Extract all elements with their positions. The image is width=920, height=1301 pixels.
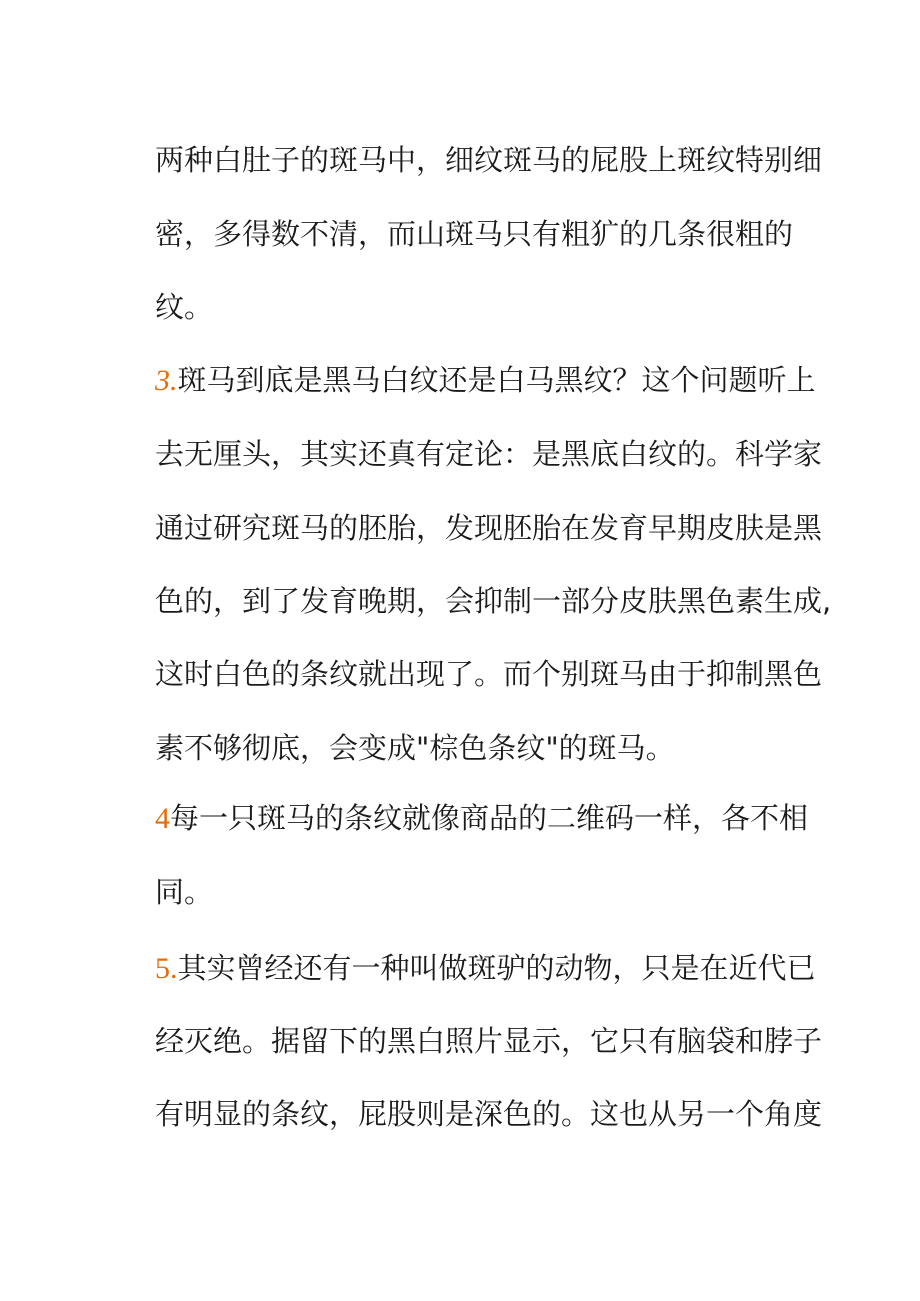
text-line: 有明显的条纹，屁股则是深色的。这也从另一个角度 [155, 1097, 823, 1131]
text-line: 素不够彻底，会变成"棕色条纹"的斑马。 [155, 731, 675, 765]
list-item-3-first-line [155, 362, 816, 399]
text-line: 每一只斑马的条纹就像商品的二维码一样，各不相 [170, 801, 809, 835]
text-line: 通过研究斑马的胚胎，发现胚胎在发育早期皮肤是黑 [155, 511, 823, 545]
text-line: 密，多得数不清，而山斑马只有粗犷的几条很粗的 [155, 217, 794, 251]
list-number: 5. [155, 952, 178, 985]
list-number: 4 [155, 802, 170, 835]
text-line: 其实曾经还有一种叫做斑驴的动物，只是在近代已 [177, 951, 816, 985]
text-line: 去无厘头，其实还真有定论：是黑底白纹的。科学家 [155, 437, 823, 471]
text-line: 同。 [155, 875, 214, 909]
text-line: 色的，到了发育晚期，会抑制一部分皮肤黑色素生成, [155, 584, 832, 618]
text-line: 两种白肚子的斑马中，细纹斑马的屁股上斑纹特别细 [155, 143, 823, 177]
text-line: 斑马到底是黑马白纹还是白马黑纹？这个问题听上 [177, 363, 816, 397]
list-item-4-first-line [155, 800, 808, 837]
text-line: 这时白色的条纹就出现了。而个别斑马由于抑制黑色 [155, 657, 823, 691]
text-line: 纹。 [155, 290, 214, 324]
list-item-5-first-line [155, 950, 816, 987]
text-line: 经灭绝。据留下的黑白照片显示，它只有脑袋和脖子 [155, 1024, 823, 1058]
list-number: 3. [155, 364, 178, 397]
